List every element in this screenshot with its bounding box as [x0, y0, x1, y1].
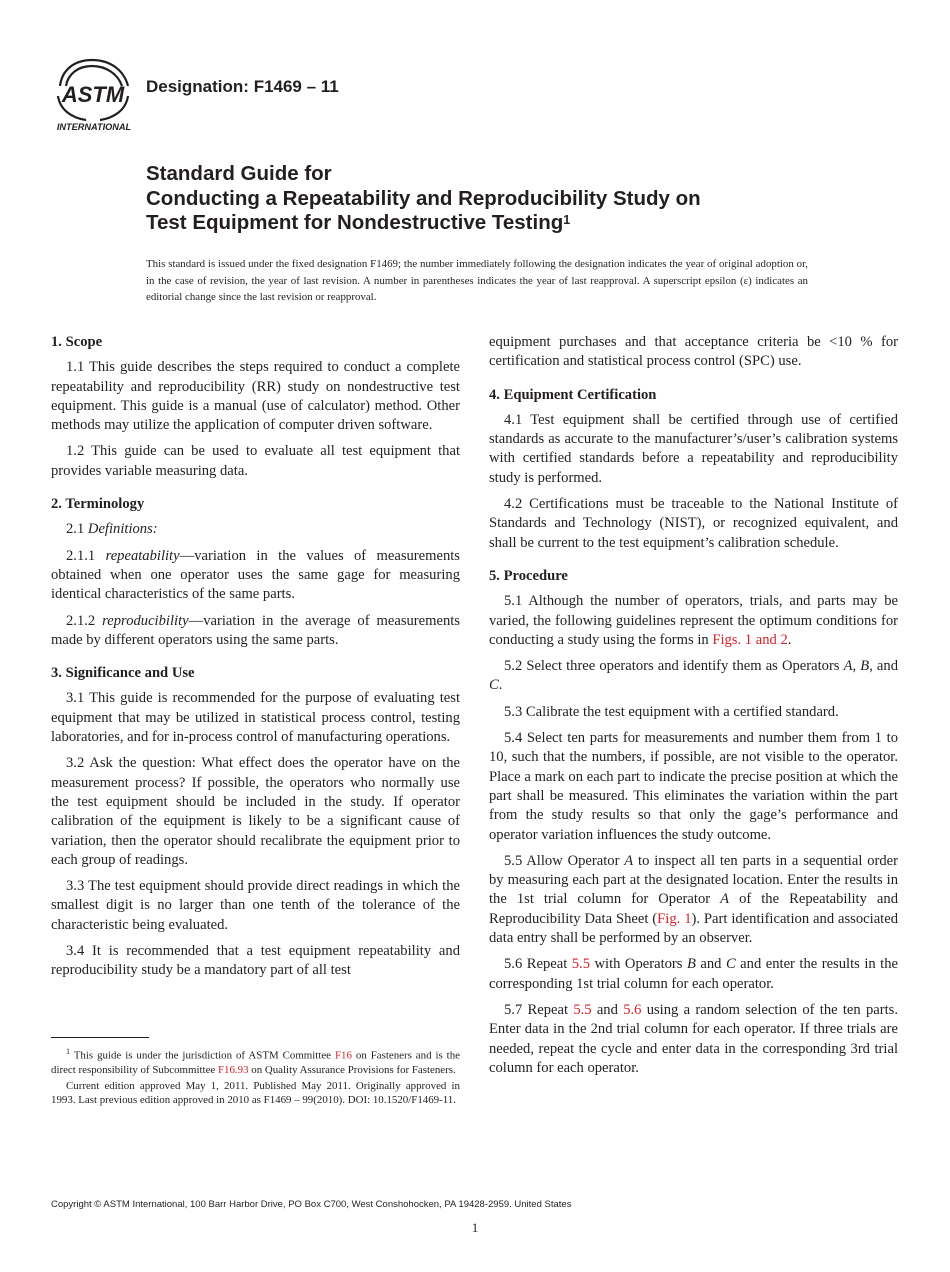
paragraph-5-4: 5.4 Select ten parts for measurements and number them from 1 to 10, such that the numbers, if possible, are not visible to the operator. Place a mark on each part to indicate the precise position at which the part shall be measured. This eliminates the variation within the part from the study results so that only the gage’s performance and operator variation influences the study outcome. [489, 730, 898, 843]
section-terminology [51, 495, 460, 650]
paragraph-4-1: 4.1 Test equipment shall be certified through use of certified standards as accurate to the manufacturer’s/user’s calibration systems with certified standards before a repeatability and reproducibility study is performed. [489, 411, 898, 486]
section-significance [51, 664, 460, 980]
title-footnote-mark: 1 [563, 213, 571, 227]
para-text: Definitions: [87, 521, 158, 538]
paragraph-3-4-continued: equipment purchases and that acceptance criteria be <10 % for certification and statistical process control (SPC) use. [489, 334, 898, 370]
section-heading: 2. Terminology [51, 496, 145, 513]
paragraph-1-2: 1.2 This guide can be used to evaluate all test equipment that provides variable measuring data. [51, 443, 460, 479]
section-procedure [489, 567, 898, 1078]
definition: —variation in the average of measurements made by different operators using the same parts. [51, 612, 460, 648]
designation [146, 77, 339, 97]
operator-label: C [489, 677, 499, 694]
section-5-5-link[interactable]: 5.5 [573, 1001, 592, 1018]
footnotes [51, 1045, 460, 1109]
operator-label: A [720, 891, 730, 908]
operator-label: B [860, 658, 870, 675]
para-text: 5.6 Repeat [504, 956, 572, 973]
paragraph-1-1: 1.1 This guide describes the steps required to conduct a complete repeatability and reproducibility (RR) study on nondestructive test equipment. This guide is a manual (use of calculator) method. Other methods may utilize the application of computer driven software. [51, 359, 460, 434]
document-title [146, 162, 846, 236]
paragraph-2-1-1 [51, 547, 460, 605]
footnote-divider [51, 1037, 149, 1038]
operator-label: C [725, 956, 736, 973]
page-number: 1 [471, 1220, 479, 1235]
paragraph-5-3: 5.3 Calibrate the test equipment with a certified standard. [504, 703, 839, 720]
footnote-text: on Quality Assurance Provisions for Fasteners. [248, 1063, 456, 1076]
footnote-1 [51, 1045, 460, 1077]
designation-label: Designation: [146, 77, 249, 96]
right-column [489, 333, 898, 1085]
fig-1-link[interactable]: Fig. 1 [657, 910, 692, 927]
para-text: using a random selection of the ten parts. Enter data in the 2nd trial column for each operator. If three trials are needed, repeat the cycle and enter data in the corresponding 3rd trial column for each operator. [489, 1001, 898, 1076]
paragraph-3-2: 3.2 Ask the question: What effect does the operator have on the measurement process? If possible, the operators who normally use the test equipment should be included in the study. If operator calibration of the equipment is likely to be a significant cause of variation, then the operator should recalibrate the equipment prior to each group of readings. [51, 755, 460, 868]
para-text: and enter the results in the corresponding 1st trial column for each operator. [489, 956, 898, 992]
para-number: 2.1.1 [66, 547, 96, 564]
section-heading: 4. Equipment Certification [489, 386, 657, 403]
para-number: 2.1 [66, 521, 85, 538]
paragraph-3-3: 3.3 The test equipment should provide direct readings in which the smallest digit is no larger than one tenth of the tolerance of the characteristic being evaluated. [51, 878, 460, 933]
section-equipment-certification [489, 386, 898, 553]
issuance-note: This standard is issued under the fixed designation F1469; the number immediately following the designation indicates the year of original adoption or, in the case of revision, the year of last revision. A number in parentheses indicates the year of last reapproval. A superscript epsilon (ε) indicates an editorial change since the last revision or reapproval. [146, 258, 808, 303]
operator-label: A [843, 658, 853, 675]
operator-label: B [686, 956, 696, 973]
para-text: of the Repeatability and Reproducibility Data Sheet ( [489, 891, 899, 927]
section-5-6-link[interactable]: 5.6 [623, 1001, 642, 1018]
title-line-3-text: Test Equipment for Nondestructive Testing [146, 211, 564, 234]
logo-text-astm: ASTM [61, 82, 125, 107]
footnote-text: This guide is under the jurisdiction of ASTM Committee [70, 1049, 335, 1062]
left-column [51, 333, 460, 988]
paragraph-5-5 [489, 852, 898, 948]
committee-f16-link[interactable]: F16 [334, 1049, 352, 1062]
footnote-edition: Current edition approved May 1, 2011. Published May 2011. Originally approved in 1993. Last previous edition approved in 2010 as F1469 – 99(2010). DOI: 10.1520/F1469-11. [51, 1079, 460, 1106]
paragraph-5-2 [489, 657, 898, 696]
title-line-1: Standard Guide for [146, 162, 332, 185]
para-text: 5.5 Allow Operator [504, 852, 625, 869]
para-text: , and [869, 658, 899, 675]
para-text: . [498, 677, 503, 694]
para-text: ). Part identification and associated data entry shall be performed by an observer. [489, 910, 898, 947]
section-heading: 1. Scope [51, 334, 103, 350]
para-text: 5.1 Although the number of operators, trials, and parts may be varied, the following guidelines represent the optimum conditions for conducting a study using the forms in [489, 593, 898, 648]
paragraph-3-1: 3.1 This guide is recommended for the purpose of evaluating test equipment that may be utilized in statistical process control, testing laboratories, and for in-process control of manufacturing operations. [51, 690, 460, 746]
defined-term: reproducibility [102, 612, 189, 629]
paragraph-5-6 [489, 955, 898, 994]
section-scope [51, 333, 460, 481]
defined-term: repeatability [105, 547, 180, 564]
definition: —variation in the values of measurements obtained when one operator uses the same gage for measuring identical characteristics of the same parts. [51, 547, 460, 603]
footnote-mark: 1 [66, 1047, 70, 1056]
para-text: and [695, 956, 726, 973]
paragraph-2-1-2 [51, 612, 460, 651]
section-heading: 5. Procedure [489, 567, 568, 584]
para-text: , [852, 658, 861, 675]
para-text: with Operators [590, 956, 687, 973]
para-text: 5.7 Repeat [504, 1001, 574, 1018]
title-line-3 [146, 211, 846, 236]
paragraph-2-1 [51, 520, 460, 539]
title-line-2: Conducting a Repeatability and Reproducibility Study on [146, 186, 701, 210]
para-text: and [591, 1001, 624, 1018]
para-text: . [787, 631, 792, 648]
footnote-text: on Fasteners and is the direct responsibility of Subcommittee [51, 1049, 460, 1076]
section-5-5-link[interactable]: 5.5 [571, 956, 590, 973]
para-text: to inspect all ten parts in a sequential order by measuring each part at the designated location. Enter the results in the 1st trial column for Operator [489, 852, 898, 908]
section-heading: 3. Significance and Use [51, 665, 195, 682]
paragraph-3-4: 3.4 It is recommended that a test equipment repeatability and reproducibility study be a mandatory part of all test [51, 943, 460, 979]
logo-text-international: INTERNATIONAL [56, 122, 132, 132]
para-text: 5.2 Select three operators and identify them as Operators [504, 658, 844, 675]
paragraph-5-1 [489, 592, 898, 650]
para-number: 2.1.2 [66, 612, 96, 629]
astm-logo [52, 56, 136, 132]
paragraph-5-7 [489, 1001, 898, 1078]
figs-1-2-link[interactable]: Figs. 1 and 2 [712, 631, 788, 648]
subcommittee-f16-93-link[interactable]: F16.93 [217, 1063, 249, 1076]
designation-value: F1469 – 11 [253, 77, 339, 96]
paragraph-4-2: 4.2 Certifications must be traceable to the National Institute of Standards and Technology (NIST), or recognized equivalent, and shall be current to the test equipment’s calibration schedule. [489, 496, 898, 551]
copyright-notice: Copyright © ASTM International, 100 Barr Harbor Drive, PO Box C700, West Conshohocken, PA 19428-2959. United States [51, 1199, 572, 1210]
operator-label: A [624, 852, 634, 869]
